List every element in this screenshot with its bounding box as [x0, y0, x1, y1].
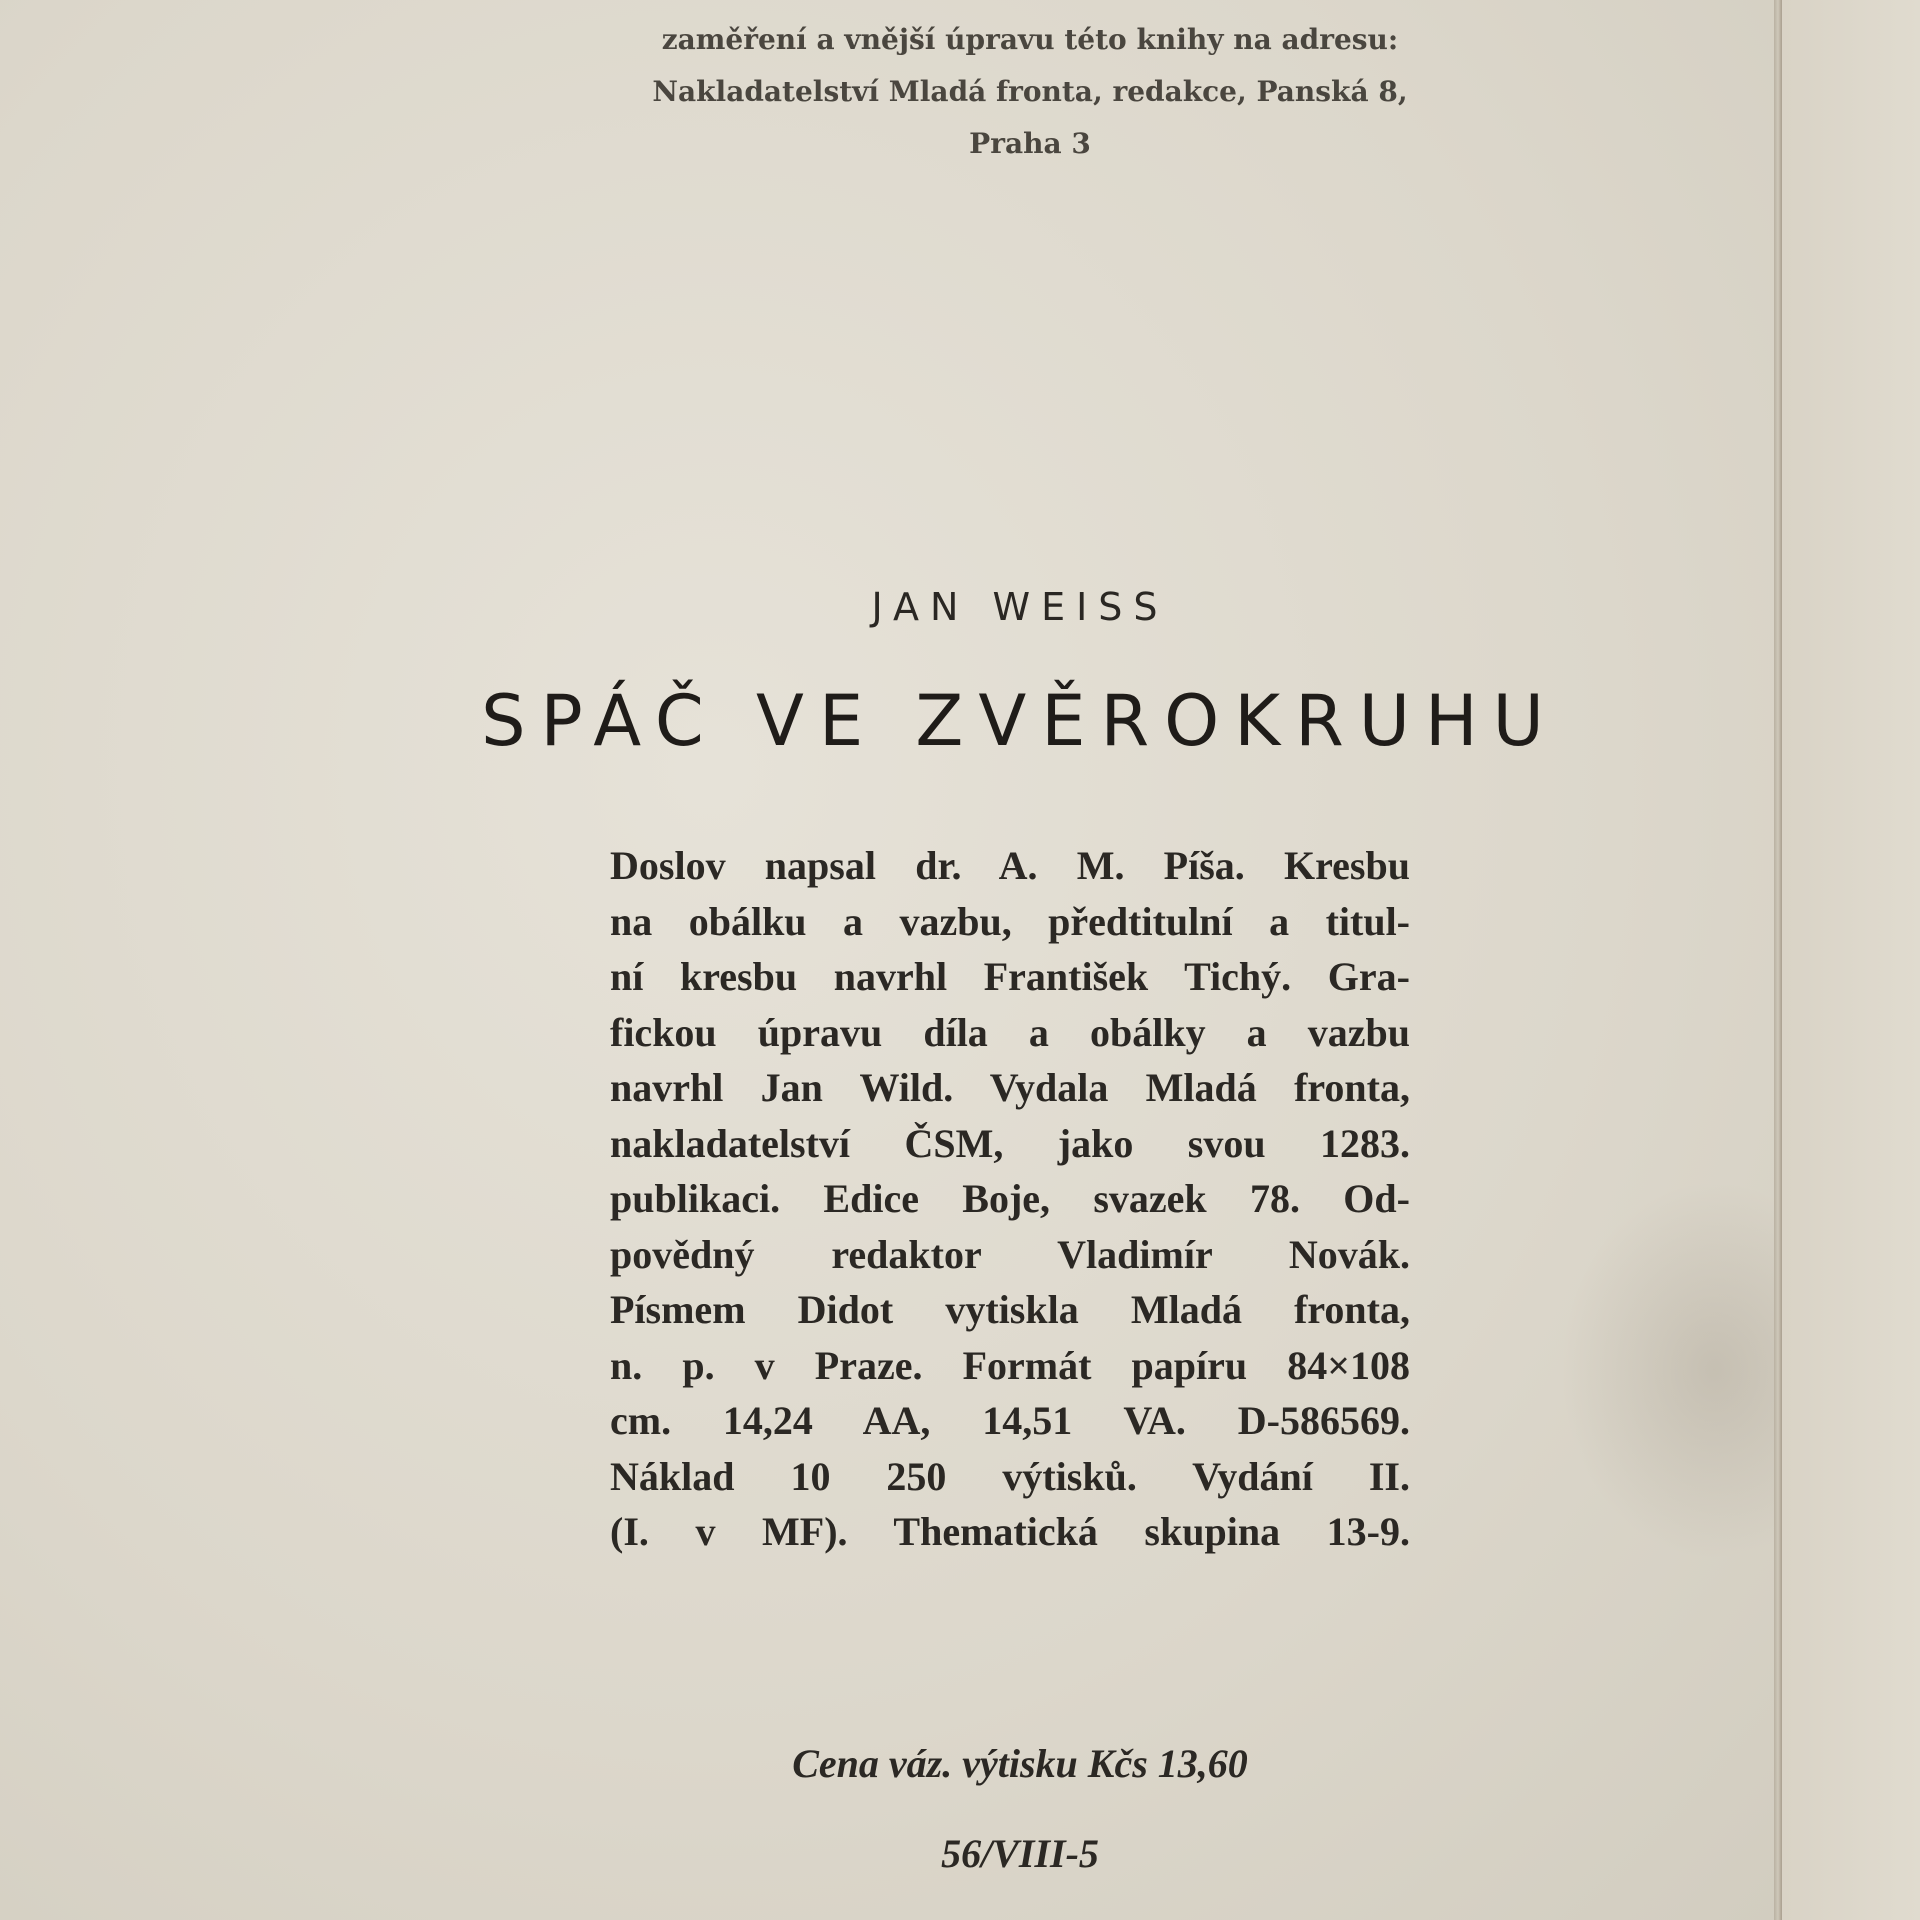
print-code: 56/VIII-5: [941, 1831, 1099, 1876]
colophon-line: Písmem Didot vytiskla Mladá fronta,: [610, 1287, 1410, 1332]
colophon-line: Náklad 10 250 výtisků. Vydání II.: [610, 1453, 1410, 1499]
colophon-line: nakladatelství ČSM, jako svou 1283.: [610, 1120, 1410, 1166]
colophon-line: na obálku a vazbu, předtitulní a titul-: [610, 898, 1410, 944]
page-shadow: [1560, 1180, 1780, 1560]
colophon-line: ní kresbu navrhl František Tichý. Gra-: [610, 954, 1410, 999]
author-name: JAN WEISS: [871, 585, 1169, 629]
adjacent-page: [1782, 0, 1920, 1920]
top-note-line: Nakladatelství Mladá fronta, redakce, Panská 8,: [652, 75, 1408, 108]
colophon-line: n. p. v Praze. Formát papíru 84×108: [610, 1342, 1410, 1388]
top-note: [600, 14, 1460, 170]
colophon-line: cm. 14,24 AA, 14,51 VA. D-586569.: [610, 1398, 1410, 1443]
colophon-line: Doslov napsal dr. A. M. Píša. Kresbu: [610, 843, 1410, 888]
price-line: Cena váz. výtisku Kčs 13,60: [792, 1741, 1248, 1786]
colophon: [610, 838, 1410, 1560]
top-note-line: zaměření a vnější úpravu této knihy na adresu:: [661, 23, 1399, 56]
colophon-line: navrhl Jan Wild. Vydala Mladá fronta,: [610, 1065, 1410, 1110]
page-edge: [1774, 0, 1782, 1920]
top-note-line: Praha 3: [969, 127, 1091, 160]
colophon-line: povědný redaktor Vladimír Novák.: [610, 1231, 1410, 1277]
colophon-line: fickou úpravu díla a obálky a vazbu: [610, 1009, 1410, 1055]
colophon-line: publikaci. Edice Boje, svazek 78. Od-: [610, 1176, 1410, 1221]
book-title: SPÁČ VE ZVĚROKRUHU: [481, 680, 1559, 762]
colophon-line: (I. v MF). Thematická skupina 13-9.: [610, 1509, 1410, 1554]
